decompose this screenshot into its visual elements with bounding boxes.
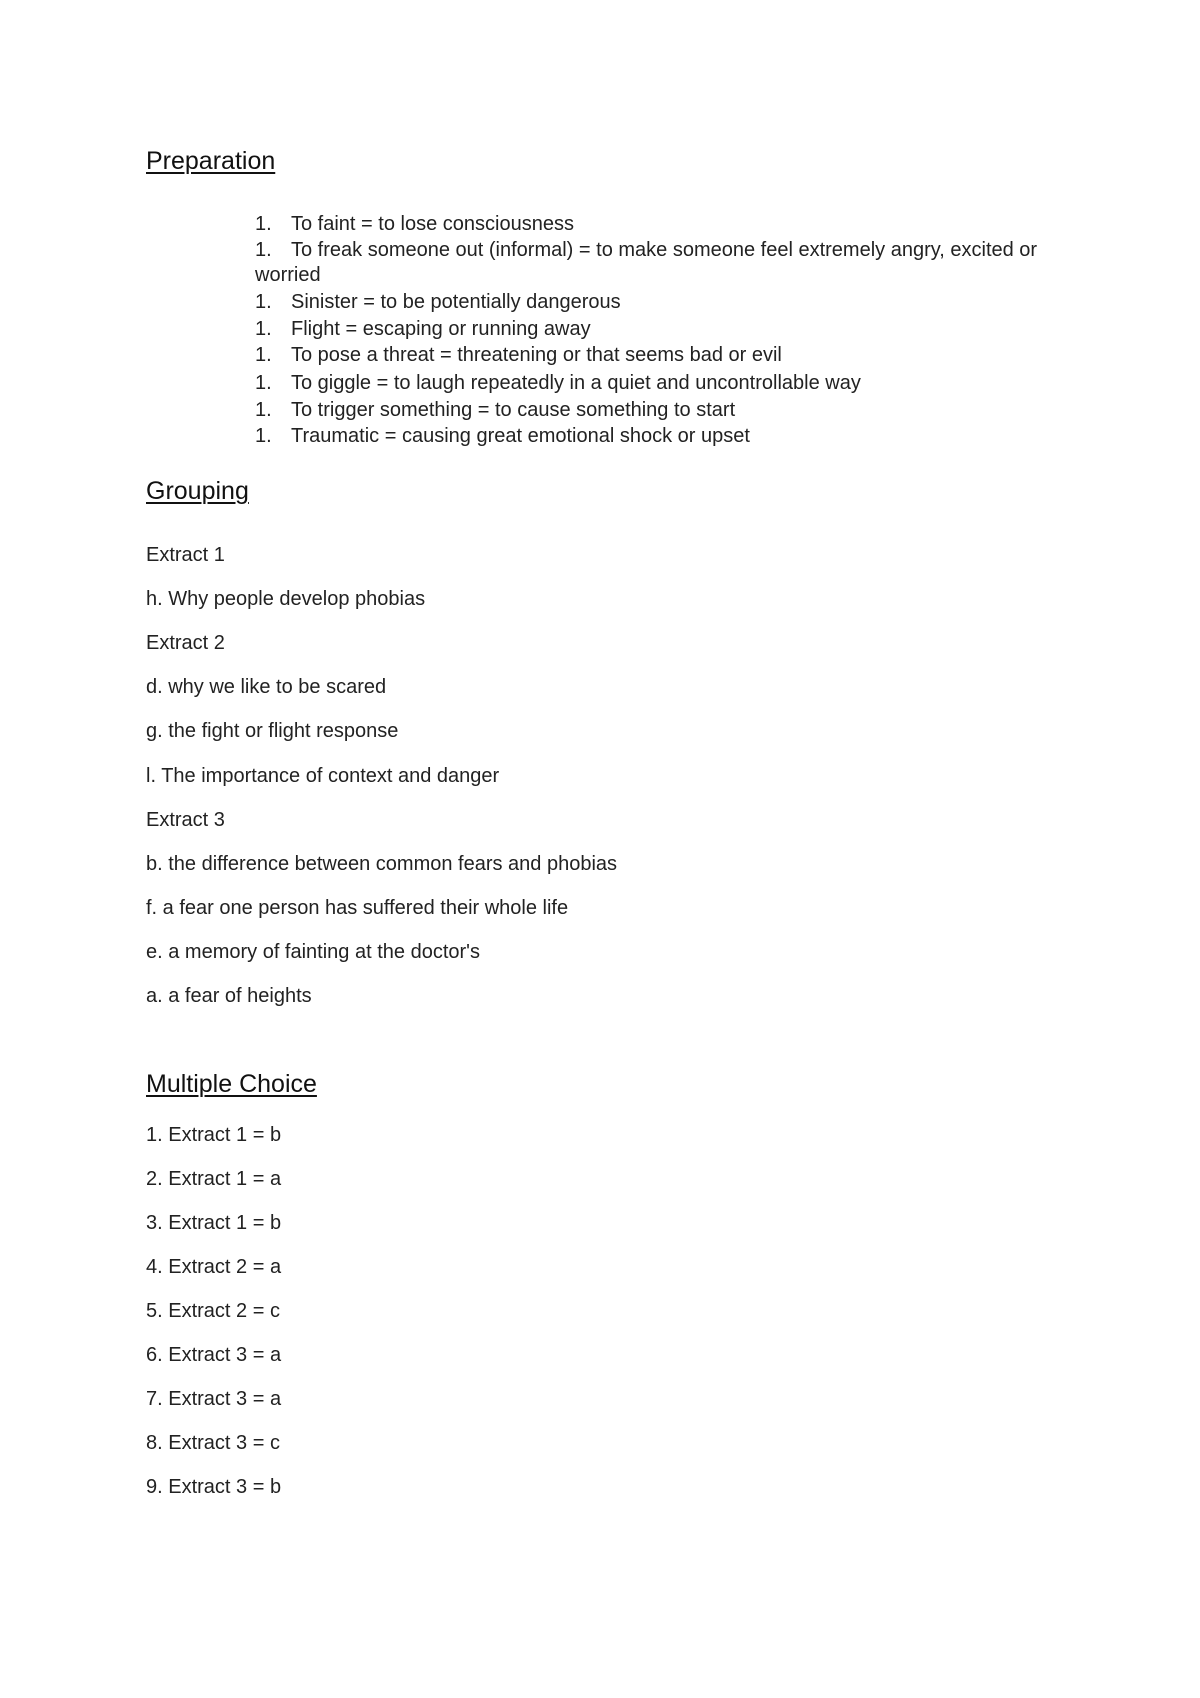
preparation-heading: Preparation	[146, 147, 276, 175]
grouping-line: Extract 1	[146, 544, 225, 566]
grouping-line: d. why we like to be scared	[146, 676, 387, 698]
preparation-item	[255, 238, 1055, 288]
item-number: 1.	[255, 213, 272, 235]
preparation-item	[255, 343, 1055, 368]
preparation-item	[255, 371, 1055, 396]
answer-line: 9. Extract 3 = b	[146, 1476, 282, 1498]
grouping-line: b. the difference between common fears and phobias	[146, 853, 618, 875]
item-text: To trigger something = to cause something to start	[291, 399, 736, 421]
answer-line: 1. Extract 1 = b	[146, 1124, 282, 1146]
item-text: To freak someone out (informal) = to make someone feel extremely angry, excited or worried	[255, 239, 1038, 286]
grouping-line: Extract 2	[146, 632, 225, 654]
grouping-line: l. The importance of context and danger	[146, 765, 500, 787]
preparation-item	[255, 212, 1055, 237]
item-text: Sinister = to be potentially dangerous	[291, 291, 621, 313]
item-text: Traumatic = causing great emotional shock or upset	[291, 425, 750, 447]
answer-line: 3. Extract 1 = b	[146, 1212, 282, 1234]
item-number: 1.	[255, 399, 272, 421]
item-text: To giggle = to laugh repeatedly in a quiet and uncontrollable way	[291, 372, 861, 394]
item-number: 1.	[255, 344, 272, 366]
item-text: Flight = escaping or running away	[291, 318, 591, 340]
grouping-line: h. Why people develop phobias	[146, 588, 426, 610]
preparation-item	[255, 290, 1055, 315]
preparation-item	[255, 424, 1055, 449]
answer-line: 2. Extract 1 = a	[146, 1168, 282, 1190]
item-number: 1.	[255, 239, 272, 261]
answer-line: 7. Extract 3 = a	[146, 1388, 282, 1410]
item-number: 1.	[255, 318, 272, 340]
multiple-choice-heading: Multiple Choice	[146, 1070, 317, 1098]
grouping-line: a. a fear of heights	[146, 985, 312, 1007]
preparation-item	[255, 398, 1055, 423]
item-number: 1.	[255, 425, 272, 447]
grouping-heading: Grouping	[146, 477, 249, 505]
grouping-line: f. a fear one person has suffered their whole life	[146, 897, 569, 919]
answer-line: 8. Extract 3 = c	[146, 1432, 280, 1454]
answer-line: 4. Extract 2 = a	[146, 1256, 282, 1278]
item-text: To faint = to lose consciousness	[291, 213, 574, 235]
preparation-item	[255, 317, 1055, 342]
item-number: 1.	[255, 291, 272, 313]
item-text: To pose a threat = threatening or that seems bad or evil	[291, 344, 782, 366]
answer-line: 6. Extract 3 = a	[146, 1344, 282, 1366]
grouping-line: Extract 3	[146, 809, 225, 831]
grouping-line: g. the fight or flight response	[146, 720, 399, 742]
item-number: 1.	[255, 372, 272, 394]
grouping-line: e. a memory of fainting at the doctor's	[146, 941, 480, 963]
answer-line: 5. Extract 2 = c	[146, 1300, 280, 1322]
